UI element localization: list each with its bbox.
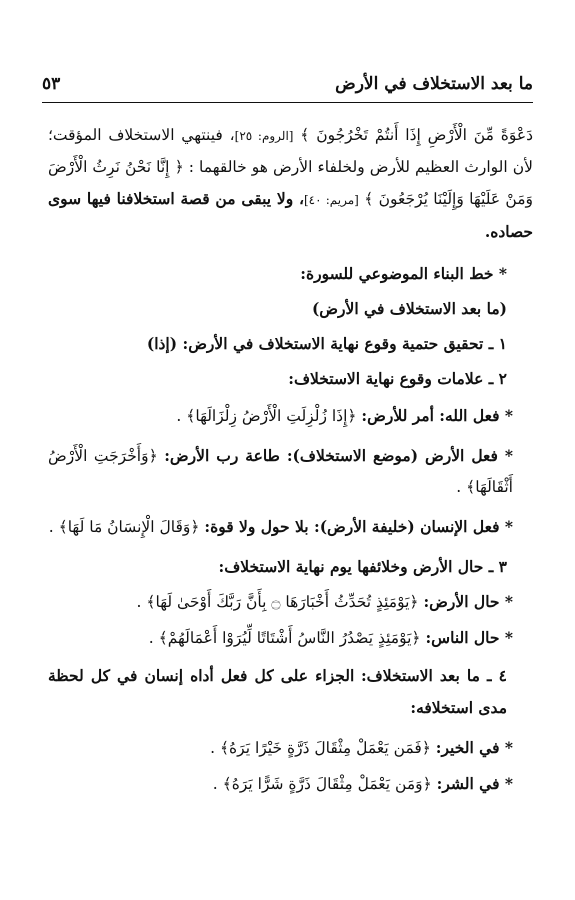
bracket-open: ﴿: [422, 775, 432, 793]
quran-verse: يَوْمَئِذٍ يَصْدُرُ النَّاسُ أَشْتَاتًا لِّيُرَوْا أَعْمَالَهُمْ: [167, 629, 412, 647]
bracket-open: ﴿: [409, 593, 419, 611]
item-label: * حال الناس:: [425, 628, 513, 647]
item-label: * في الشر:: [436, 774, 513, 793]
page-body: [48, 120, 533, 800]
quran-verse: فَمَن يَعْمَلْ مِثْقَالَ ذَرَّةٍ خَيْرًا يَرَهُ: [229, 739, 422, 757]
bracket-close: ﴾: [219, 739, 230, 757]
section-4-text: الجزاء على كل فعل أداه إنسان في كل لحظة مدى استخلافه:: [48, 666, 507, 717]
section-3-item-b: [48, 622, 533, 654]
quran-verse: وَقَالَ الْإِنسَانُ مَا لَهَا: [67, 518, 191, 536]
section-3-item-a: [48, 586, 533, 618]
item-label: * فعل الأرض (موضع الاستخلاف): طاعة رب الأرض:: [164, 446, 514, 465]
bracket-close: ﴾: [146, 593, 156, 611]
outline-subtitle: (ما بعد الاستخلاف في الأرض): [311, 299, 507, 318]
end-dot: .: [148, 629, 154, 647]
intro-text: ، فينتهي الاستخلاف المؤقت؛ لأن الوارث العظيم للأرض ولخلفاء الأرض هو خالقهما :: [48, 126, 533, 176]
bracket-open: ﴿: [411, 629, 421, 647]
section-4-item-a: [48, 732, 533, 764]
section-2: ٢ ـ علامات وقوع نهاية الاستخلاف:: [288, 369, 507, 388]
bracket-close: ﴾: [222, 775, 232, 793]
quran-verse: يَوْمَئِذٍ تُحَدِّثُ أَخْبَارَهَا ۝ بِأَنَّ رَبَّكَ أَوْحَىٰ لَهَا: [155, 593, 410, 611]
item-label: * فعل الله: أمر للأرض:: [361, 406, 513, 425]
section-2-item-c: [48, 511, 533, 543]
outline-heading: * خط البناء الموضوعي للسورة:: [300, 264, 507, 283]
end-dot: .: [48, 518, 54, 536]
item-label: * فعل الإنسان (خليفة الأرض): بلا حول ولا قوة:: [204, 517, 513, 536]
verse-reference: [مريم: ٤٠]: [303, 193, 359, 207]
section-4-item-b: [48, 768, 533, 800]
bracket-close: ﴾: [300, 126, 310, 144]
bracket-open: ﴿: [148, 447, 158, 465]
bracket-close: ﴾: [364, 190, 374, 208]
bracket-open: ﴿: [190, 518, 200, 536]
item-label: * حال الأرض:: [423, 592, 513, 611]
verse-reference: [الروم: ٢٥]: [234, 129, 294, 143]
running-title: ما بعد الاستخلاف في الأرض: [335, 74, 533, 94]
end-dot: .: [212, 775, 218, 793]
quran-verse: وَمَن يَعْمَلْ مِثْقَالَ ذَرَّةٍ شَرًّا يَرَهُ: [231, 775, 423, 793]
item-label: * في الخير:: [435, 738, 513, 757]
bracket-close: ﴾: [186, 407, 196, 425]
page-number: ٥٣: [42, 74, 61, 94]
section-2-item-b: [48, 440, 533, 503]
section-2-item-a: [48, 400, 533, 432]
page-header: [42, 72, 533, 103]
end-dot: .: [176, 407, 182, 425]
bracket-close: ﴾: [158, 629, 168, 647]
quran-verse: إِنَّا نَحْنُ نَرِثُ الْأَرْضَ وَمَنْ عَلَيْهَا وَإِلَيْنَا يُرْجَعُونَ: [48, 158, 533, 208]
end-dot: .: [210, 739, 215, 757]
section-4-label: ٤ ـ ما بعد الاستخلاف:: [360, 666, 507, 685]
bracket-close: ﴾: [466, 478, 476, 496]
intro-text: ، ولا يبقى من قصة استخلافنا فيها سوى حصاده.: [48, 189, 533, 241]
end-dot: .: [456, 478, 462, 496]
bracket-close: ﴾: [58, 518, 68, 536]
section-3: ٣ ـ حال الأرض وخلائفها يوم نهاية الاستخلاف:: [218, 557, 507, 576]
end-dot: .: [136, 593, 142, 611]
bracket-open: ﴿: [421, 739, 431, 757]
quran-verse: إِذَا زُلْزِلَتِ الْأَرْضُ زِلْزَالَهَا: [195, 407, 348, 425]
quran-verse: وَأَخْرَجَتِ الْأَرْضُ أَثْقَالَهَا: [48, 447, 513, 496]
section-4: [48, 660, 533, 724]
section-1: ١ ـ تحقيق حتمية وقوع نهاية الاستخلاف في الأرض: (إذا): [146, 334, 507, 353]
intro-paragraph: [48, 120, 533, 248]
bracket-open: ﴿: [174, 158, 184, 176]
quran-verse: دَعْوَةً مِّنَ الْأَرْضِ إِذَا أَنتُمْ تَخْرُجُونَ: [316, 126, 533, 144]
bracket-open: ﴿: [347, 407, 357, 425]
